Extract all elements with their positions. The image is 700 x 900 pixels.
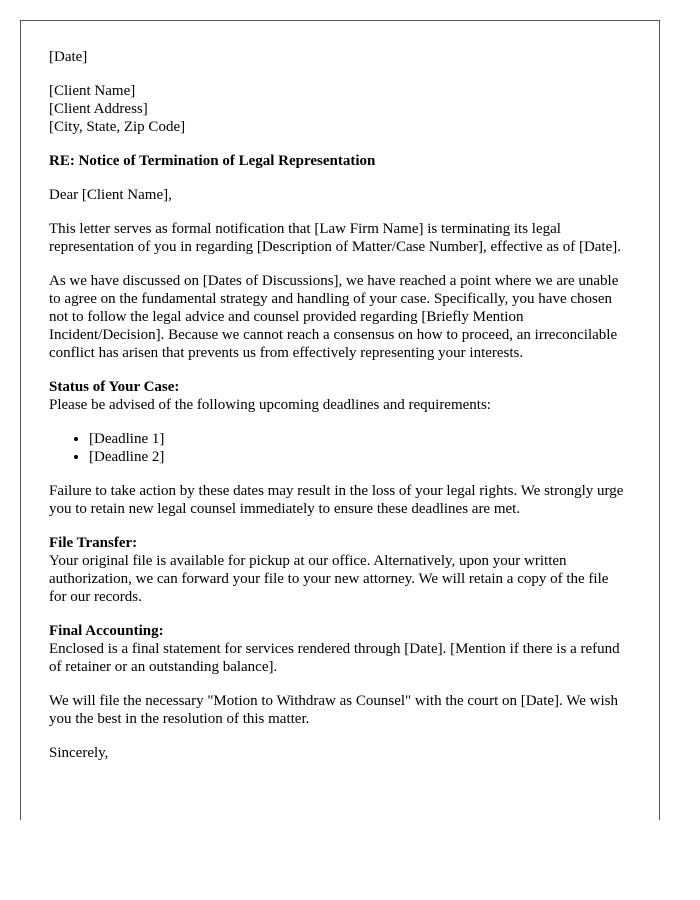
status-section-title: Status of Your Case: xyxy=(49,379,180,395)
letter-body xyxy=(49,48,629,778)
letter-closing: Sincerely, xyxy=(49,745,109,761)
letter-salutation: Dear [Client Name], xyxy=(49,187,172,203)
list-item: • [Deadline 1] xyxy=(89,430,629,448)
client-address-block xyxy=(49,82,629,136)
deadline-list xyxy=(49,430,629,466)
client-city-state-zip: [City, State, Zip Code] xyxy=(49,119,186,135)
letter-page xyxy=(20,20,660,820)
file-transfer-text: Your original file is available for pickup at our office. Alternatively, upon your written authorization, we can forward your file to your new attorney. We will retain a copy of the file for our records. xyxy=(49,553,609,605)
status-section-text: Please be advised of the following upcoming deadlines and requirements: xyxy=(49,397,491,413)
final-accounting-title: Final Accounting: xyxy=(49,623,164,639)
client-address: [Client Address] xyxy=(49,101,148,117)
client-name: [Client Name] xyxy=(49,83,136,99)
final-accounting-text: Enclosed is a final statement for services rendered through [Date]. [Mention if there is a refund of retainer or an outstanding balance]. xyxy=(49,641,620,675)
failure-warning-paragraph: Failure to take action by these dates may result in the loss of your legal rights. We strongly urge you to retain new legal counsel immediately to ensure these deadlines are met. xyxy=(49,483,624,517)
final-accounting-section xyxy=(49,622,629,676)
file-transfer-title: File Transfer: xyxy=(49,535,138,551)
intro-paragraph: This letter serves as formal notification that [Law Firm Name] is terminating its legal representation of you in regarding [Description of Matter/Case Number], effective as of [Date]. xyxy=(49,221,622,255)
letter-subject: RE: Notice of Termination of Legal Representation xyxy=(49,153,376,169)
list-item: • [Deadline 2] xyxy=(89,448,629,466)
status-section xyxy=(49,378,629,466)
reason-paragraph: As we have discussed on [Dates of Discussions], we have reached a point where we are unable to agree on the fundamental strategy and handling of your case. Specifically, you have chosen not to follow the legal advice and counsel provided regarding [Briefly Mention Incident/Decision]. Because we cannot reach a consensus on how to proceed, an irreconcilable conflict has arisen that prevents us from effectively representing your interests. xyxy=(49,273,619,361)
letter-date: [Date] xyxy=(49,49,88,65)
file-transfer-section xyxy=(49,534,629,606)
closing-paragraph: We will file the necessary "Motion to Withdraw as Counsel" with the court on [Date]. We wish you the best in the resolution of this matter. xyxy=(49,693,618,727)
